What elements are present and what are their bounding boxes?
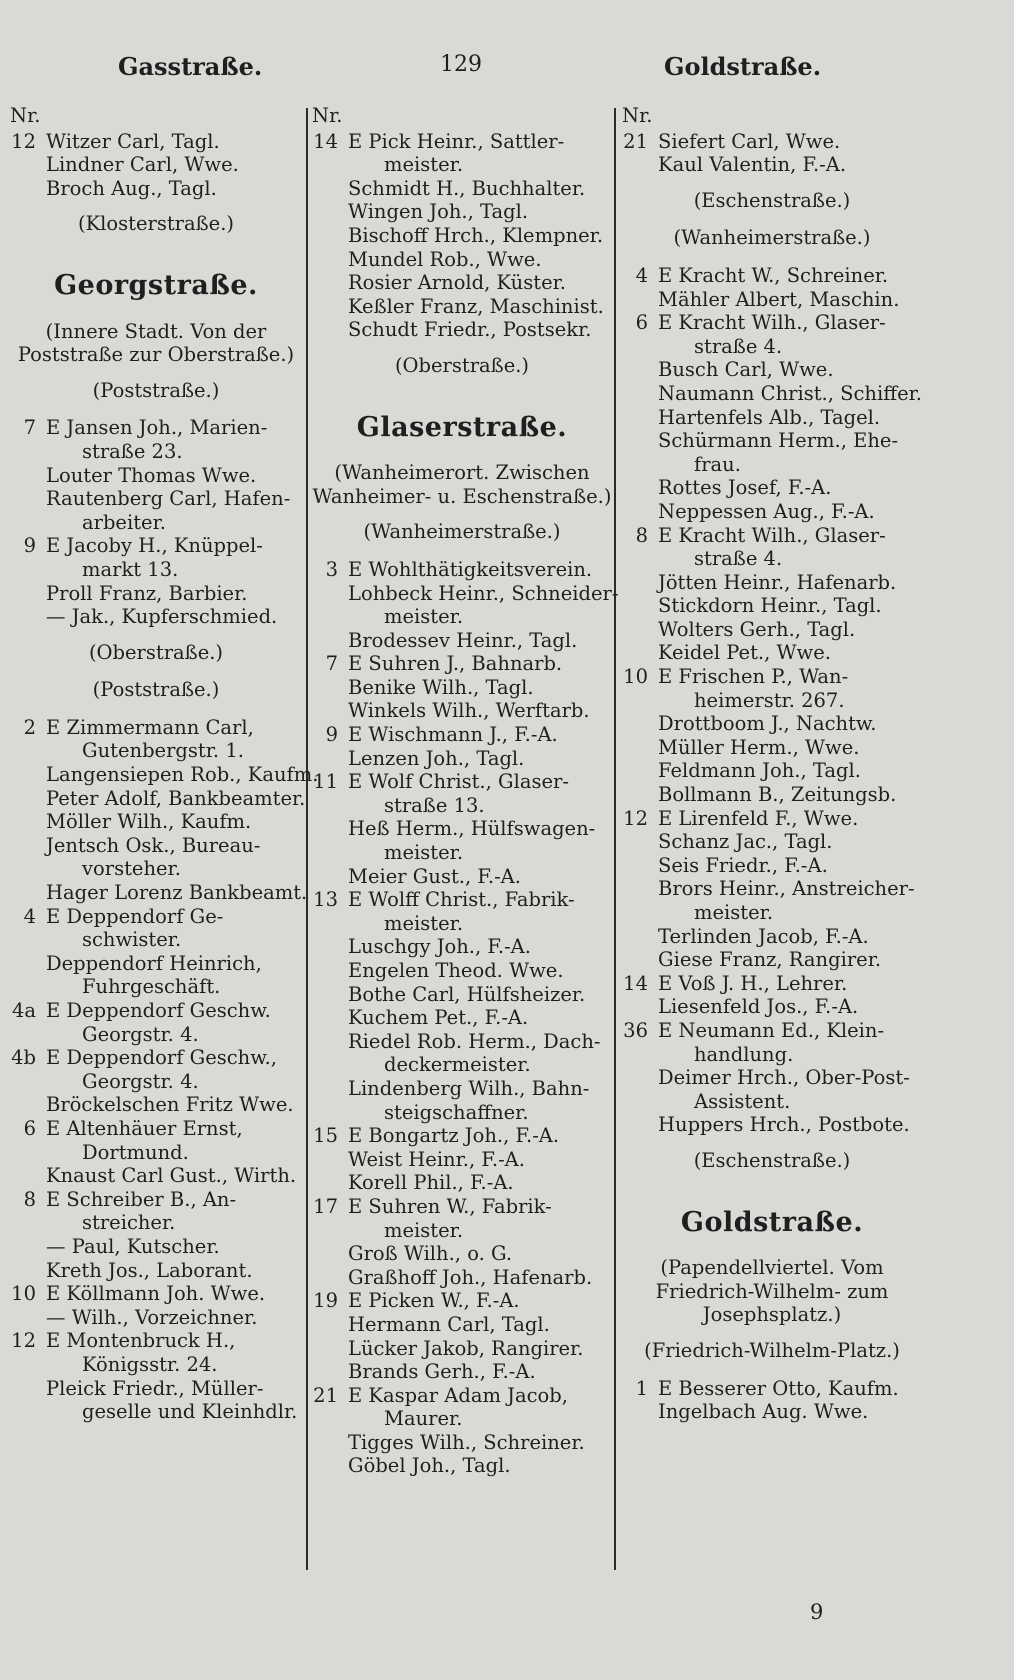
entry-text: Korell Phil., F.-A.: [348, 1171, 514, 1195]
directory-entry: [622, 382, 922, 406]
entry-text: Engelen Theod. Wwe.: [348, 959, 564, 982]
entry-text: Schürmann Herm., Ehe-: [658, 429, 899, 453]
directory-entry: [622, 783, 922, 807]
directory-entry: [622, 1019, 922, 1043]
house-number: 10: [11, 1282, 36, 1306]
entry-text: Riedel Rob. Herm., Dach-: [348, 1029, 601, 1053]
entry-text: E Wohlthätigkeitsverein.: [348, 557, 593, 581]
directory-entry: [622, 641, 922, 665]
entry-continuation: Assistent.: [694, 1089, 791, 1113]
entry-continuation: meister.: [384, 153, 464, 177]
directory-entry: [312, 1313, 612, 1337]
directory-entry: [622, 665, 922, 689]
entry-continuation: meister.: [384, 1218, 464, 1242]
description-line: Josephsplatz.): [702, 1303, 842, 1327]
directory-entry: [622, 1400, 922, 1424]
entry-text: Tigges Wilh., Schreiner.: [348, 1430, 585, 1454]
entry-text: E Frischen P., Wan-: [658, 665, 849, 689]
directory-entry: [622, 807, 922, 831]
directory-entry: [622, 972, 922, 996]
entry-text: Rautenberg Carl, Hafen-: [46, 487, 291, 511]
directory-entry: [312, 1431, 612, 1455]
entry-continuation: Fuhrgeschäft.: [82, 975, 221, 999]
entry-text: Bröckelschen Fritz Wwe.: [46, 1093, 294, 1117]
house-number: 8: [23, 1187, 36, 1211]
entry-text: E Zimmermann Carl,: [46, 715, 254, 739]
entry-text: E Jansen Joh., Marien-: [46, 416, 268, 440]
directory-entry: [312, 1124, 612, 1148]
directory-entry: [10, 1259, 302, 1283]
directory-entry: [312, 817, 612, 841]
directory-entry: [10, 810, 302, 834]
directory-entry: [312, 699, 612, 723]
directory-entry: [622, 406, 922, 430]
entry-text: Brands Gerh., F.-A.: [348, 1360, 536, 1384]
house-number: 4b: [11, 1046, 36, 1070]
house-number: 12: [11, 1329, 36, 1353]
entry-text: Langensiepen Rob., Kaufm.: [46, 763, 319, 787]
entry-text: E Schreiber B., An-: [46, 1187, 237, 1211]
directory-entry: [622, 524, 922, 548]
directory-entry: [10, 605, 302, 629]
entry-text: E Jacoby H., Knüppel-: [46, 534, 263, 558]
entry-continuation: straße 23.: [82, 439, 183, 463]
directory-entry: [10, 763, 319, 787]
entry-text: Knaust Carl Gust., Wirth.: [46, 1164, 297, 1188]
cross-street: (Klosterstraße.): [77, 212, 235, 236]
directory-entry: [10, 177, 302, 201]
directory-entry: [10, 905, 302, 929]
column-1: [10, 104, 319, 1574]
directory-entry: [10, 834, 302, 858]
entry-text: Jötten Heinr., Hafenarb.: [658, 570, 897, 594]
entry-text: Louter Thomas Wwe.: [46, 463, 257, 487]
entry-text: Feldmann Joh., Tagl.: [658, 759, 861, 783]
house-number: 4a: [11, 999, 36, 1022]
directory-entry: [622, 712, 922, 736]
entry-text: Kreth Jos., Laborant.: [46, 1258, 253, 1282]
directory-entry: [312, 1289, 612, 1313]
house-number: 14: [623, 971, 648, 995]
directory-entry: [10, 487, 302, 511]
directory-entry: [10, 464, 302, 488]
directory-entry: [622, 1113, 922, 1137]
directory-entry: [312, 1030, 612, 1054]
entry-text: — Wilh., Vorzeichner.: [46, 1305, 258, 1329]
street-description: [312, 461, 612, 508]
house-number: 6: [23, 1116, 36, 1140]
house-number: 6: [635, 311, 648, 335]
entry-text: Naumann Christ., Schiffer.: [658, 381, 923, 405]
directory-entry: [312, 271, 612, 295]
entry-text: Jentsch Osk., Bureau-: [46, 833, 261, 857]
entry-text: E Kracht Wilh., Glaser-: [658, 311, 886, 335]
entry-text: Rosier Arnold, Küster.: [348, 271, 567, 295]
directory-entry: [312, 177, 612, 201]
house-number: 7: [325, 652, 338, 676]
directory-entry: [10, 716, 302, 740]
entry-text: — Paul, Kutscher.: [46, 1234, 220, 1258]
entry-continuation: schwister.: [82, 928, 182, 952]
directory-entry: [10, 534, 302, 558]
entry-text: — Jak., Kupferschmied.: [46, 605, 278, 629]
entry-continuation: vorsteher.: [82, 857, 181, 881]
entry-text: Lindner Carl, Wwe.: [46, 153, 239, 177]
column-3: [622, 104, 922, 1574]
entry-text: E Montenbruck H.,: [46, 1329, 236, 1353]
street-heading: Goldstraße.: [680, 1206, 864, 1238]
entry-text: E Kracht Wilh., Glaser-: [658, 523, 886, 547]
running-head-left: Gasstraße.: [118, 52, 263, 81]
description-line: Wanheimer- u. Eschenstraße.): [312, 484, 612, 508]
entry-text: E Deppendorf Ge-: [46, 904, 224, 928]
entry-text: E Deppendorf Geschw.: [46, 999, 271, 1022]
house-number: 7: [23, 416, 36, 440]
entry-text: Lücker Jakob, Rangirer.: [348, 1336, 584, 1360]
directory-entry: [622, 925, 922, 949]
directory-entry: [622, 736, 922, 760]
entry-continuation: Maurer.: [384, 1407, 463, 1431]
directory-entry: [622, 264, 922, 288]
entry-text: Bollmann B., Zeitungsb.: [658, 783, 897, 807]
directory-entry: [10, 1306, 302, 1330]
entry-text: Liesenfeld Jos., F.-A.: [658, 995, 859, 1019]
entry-continuation: Gutenbergstr. 1.: [82, 739, 244, 763]
directory-entry: [312, 1337, 612, 1361]
directory-entry: [10, 1117, 302, 1141]
entry-text: Brodessev Heinr., Tagl.: [348, 628, 578, 652]
entry-text: Kaul Valentin, F.-A.: [658, 153, 847, 177]
directory-entry: [312, 1266, 612, 1290]
directory-entry: [10, 130, 302, 154]
directory-entry: [312, 1077, 612, 1101]
entry-text: Brors Heinr., Anstreicher-: [658, 877, 915, 901]
entry-text: Weist Heinr., F.-A.: [348, 1147, 525, 1171]
directory-entry: [10, 786, 306, 811]
directory-entry: [622, 1377, 922, 1401]
entry-continuation: meister.: [384, 841, 464, 865]
cross-street: (Poststraße.): [92, 678, 220, 702]
entry-text: Schanz Jac., Tagl.: [658, 830, 833, 854]
entry-text: Ingelbach Aug. Wwe.: [658, 1400, 869, 1424]
entry-text: Siefert Carl, Wwe.: [658, 129, 841, 153]
entry-text: Göbel Joh., Tagl.: [348, 1454, 511, 1478]
entry-text: E Bongartz Joh., F.-A.: [348, 1124, 560, 1148]
entry-text: E Wischmann J., F.-A.: [348, 723, 558, 747]
entry-text: Deppendorf Heinrich,: [46, 951, 262, 975]
directory-entry: [312, 1195, 612, 1219]
entry-text: Huppers Hrch., Postbote.: [658, 1113, 910, 1137]
entry-text: E Suhren W., Fabrik-: [348, 1194, 552, 1218]
entry-text: E Wolff Christ., Fabrik-: [348, 888, 575, 912]
entry-continuation: geselle und Kleinhdlr.: [82, 1400, 298, 1424]
entry-text: Bothe Carl, Hülfsheizer.: [348, 982, 586, 1006]
directory-entry: [312, 747, 612, 771]
directory-entry: [312, 959, 612, 983]
cross-street: (Oberstraße.): [394, 353, 530, 377]
entry-text: E Suhren J., Bahnarb.: [348, 652, 563, 676]
cross-street: (Eschenstraße.): [693, 188, 851, 212]
entry-text: E Wolf Christ., Glaser-: [348, 770, 569, 794]
directory-entry: [312, 200, 612, 224]
directory-entry: [10, 1188, 302, 1212]
entry-text: Witzer Carl, Tagl.: [46, 129, 220, 153]
house-number: 21: [623, 129, 648, 153]
entry-text: E Altenhäuer Ernst,: [46, 1116, 243, 1140]
entry-continuation: meister.: [384, 605, 464, 629]
entry-continuation: meister.: [384, 911, 464, 935]
cross-street: (Wanheimerstraße.): [673, 226, 871, 250]
directory-entry: [312, 1360, 612, 1384]
directory-entry: [312, 1148, 612, 1172]
cross-street: (Eschenstraße.): [693, 1148, 851, 1172]
entry-text: Müller Herm., Wwe.: [658, 735, 860, 759]
entry-text: Lenzen Joh., Tagl.: [348, 746, 525, 770]
entry-text: Groß Wilh., o. G.: [348, 1242, 513, 1266]
entry-text: Deimer Hrch., Ober-Post-: [658, 1066, 910, 1090]
directory-entry: [312, 888, 612, 912]
entry-text: Benike Wilh., Tagl.: [348, 675, 534, 699]
entry-text: Kuchem Pet., F.-A.: [348, 1006, 529, 1030]
entry-text: Wingen Joh., Tagl.: [348, 200, 529, 224]
directory-entry: [312, 558, 612, 582]
entry-text: Drottboom J., Nachtw.: [658, 712, 877, 736]
entry-continuation: streicher.: [82, 1211, 176, 1235]
directory-entry: [312, 935, 612, 959]
entry-text: Schmidt H., Buchhalter.: [348, 176, 586, 200]
description-line: (Innere Stadt. Von der: [45, 319, 267, 343]
entry-text: Lindenberg Wilh., Bahn-: [348, 1076, 590, 1100]
directory-entry: [10, 1164, 302, 1188]
entry-text: Peter Adolf, Bankbeamter.: [46, 786, 306, 810]
directory-entry: [622, 877, 922, 901]
entry-text: E Pick Heinr., Sattler-: [348, 129, 565, 153]
directory-entry: [10, 1046, 302, 1070]
house-number: 21: [313, 1383, 338, 1407]
entry-text: Schudt Friedr., Postsekr.: [348, 318, 592, 342]
house-number: 9: [23, 534, 36, 558]
directory-entry: [10, 1329, 302, 1353]
directory-entry: [312, 318, 612, 342]
house-number: 36: [623, 1018, 648, 1042]
entry-text: Winkels Wilh., Werftarb.: [348, 699, 590, 723]
directory-entry: [312, 224, 612, 248]
directory-entry: [312, 652, 612, 676]
signature-mark: 9: [810, 1600, 824, 1624]
directory-entry: [312, 581, 619, 606]
entry-text: Hartenfels Alb., Tagel.: [658, 405, 881, 429]
house-number: 3: [325, 557, 338, 581]
house-number: 13: [313, 888, 338, 912]
description-line: Poststraße zur Oberstraße.): [17, 343, 295, 367]
entry-continuation: deckermeister.: [384, 1053, 531, 1077]
directory-entry: [10, 582, 302, 606]
directory-entry: [312, 1384, 612, 1408]
directory-entry: [10, 881, 308, 905]
entry-text: Möller Wilh., Kaufm.: [46, 810, 252, 834]
column-divider: [306, 108, 308, 1570]
directory-entry: [10, 416, 302, 440]
entry-text: E Kracht W., Schreiner.: [658, 263, 889, 287]
directory-entry: [10, 1093, 302, 1117]
directory-entry: [622, 153, 922, 177]
entry-text: E Lirenfeld F., Wwe.: [658, 806, 859, 830]
entry-continuation: straße 13.: [384, 793, 485, 817]
directory-entry: [10, 999, 302, 1023]
directory-entry: [622, 571, 922, 595]
cross-street: (Poststraße.): [92, 378, 220, 402]
entry-continuation: steigschaffner.: [384, 1100, 529, 1124]
directory-entry: [622, 948, 922, 972]
house-number: 12: [11, 129, 36, 153]
entry-text: Keßler Franz, Maschinist.: [348, 294, 604, 318]
column-2: [312, 104, 619, 1574]
directory-entry: [312, 1242, 612, 1266]
directory-entry: [10, 1377, 302, 1401]
house-number: 8: [635, 523, 648, 547]
entry-continuation: Dortmund.: [82, 1140, 189, 1164]
street-description: [10, 320, 302, 367]
directory-entry: [312, 676, 612, 700]
entry-continuation: meister.: [694, 901, 774, 924]
house-number: 11: [313, 770, 338, 794]
directory-entry: [312, 983, 612, 1007]
entry-continuation: markt 13.: [82, 557, 179, 581]
entry-text: E Picken W., F.-A.: [348, 1289, 520, 1313]
street-heading: Glaserstraße.: [356, 411, 568, 443]
directory-entry: [312, 770, 612, 794]
entry-text: E Köllmann Joh. Wwe.: [46, 1282, 266, 1306]
entry-text: E Besserer Otto, Kaufm.: [658, 1376, 899, 1400]
directory-entry: [622, 130, 922, 154]
entry-text: Proll Franz, Barbier.: [46, 581, 248, 605]
entry-text: Rottes Josef, F.-A.: [658, 476, 832, 500]
description-line: (Wanheimerort. Zwischen: [334, 461, 590, 485]
entry-text: Lohbeck Heinr., Schneider-: [348, 581, 619, 605]
directory-entry: [622, 618, 922, 642]
entry-text: Mähler Albert, Maschin.: [658, 287, 900, 311]
directory-entry: [312, 248, 612, 272]
street-description: [622, 1256, 922, 1327]
entry-text: Hager Lorenz Bankbeamt.: [46, 881, 308, 905]
directory-entry: [312, 1006, 612, 1030]
directory-entry: [622, 995, 922, 1019]
description-line: (Papendellviertel. Vom: [660, 1256, 884, 1280]
entry-continuation: Georgstr. 4.: [82, 1069, 199, 1093]
house-number: 4: [635, 263, 648, 287]
page-number: 129: [440, 52, 482, 77]
entry-continuation: Georgstr. 4.: [82, 1022, 199, 1046]
entry-text: Keidel Pet., Wwe.: [658, 641, 831, 665]
running-head-right: Goldstraße.: [664, 52, 822, 81]
entry-continuation: frau.: [694, 452, 741, 476]
entry-text: Seis Friedr., F.-A.: [658, 853, 828, 877]
house-number: 19: [313, 1289, 338, 1313]
entry-text: Graßhoff Joh., Hafenarb.: [348, 1265, 593, 1289]
directory-entry: [622, 476, 922, 500]
street-heading: Georgstraße.: [54, 269, 258, 301]
cross-street: (Wanheimerstraße.): [363, 520, 561, 544]
entry-continuation: straße 4.: [694, 547, 783, 571]
directory-entry: [622, 358, 922, 382]
directory-entry: [622, 288, 922, 312]
entry-text: Neppessen Aug., F.-A.: [658, 499, 875, 523]
entry-continuation: handlung.: [694, 1042, 794, 1066]
directory-entry: [622, 500, 922, 524]
house-number: 2: [23, 715, 36, 739]
directory-entry: [622, 429, 922, 453]
entry-continuation: straße 4.: [694, 334, 783, 358]
entry-text: E Voß J. H., Lehrer.: [658, 971, 848, 995]
house-number: 17: [313, 1194, 338, 1218]
directory-entry: [10, 1235, 302, 1259]
house-number: 12: [623, 806, 648, 830]
house-number: 14: [313, 129, 338, 153]
entry-continuation: Königsstr. 24.: [82, 1352, 218, 1376]
directory-entry: [622, 1066, 922, 1090]
nr-label: Nr.: [10, 104, 41, 127]
entry-continuation: heimerstr. 267.: [694, 688, 845, 712]
directory-entry: [312, 295, 612, 319]
entry-text: E Deppendorf Geschw.,: [46, 1046, 278, 1070]
nr-label: Nr.: [622, 104, 653, 127]
directory-entry: [312, 1171, 612, 1195]
entry-text: E Kaspar Adam Jacob,: [348, 1383, 568, 1407]
directory-entry: [10, 153, 302, 177]
house-number: 1: [635, 1376, 648, 1400]
directory-entry: [622, 830, 922, 854]
directory-entry: [312, 865, 612, 889]
directory-entry: [622, 311, 922, 335]
entry-text: Heß Herm., Hülfswagen-: [348, 817, 596, 841]
entry-text: Busch Carl, Wwe.: [658, 358, 834, 382]
directory-entry: [312, 723, 612, 747]
directory-entry: [10, 952, 302, 976]
entry-continuation: arbeiter.: [82, 510, 166, 534]
description-line: Friedrich-Wilhelm- zum: [655, 1279, 889, 1303]
house-number: 9: [325, 723, 338, 747]
house-number: 4: [23, 904, 36, 928]
house-number: 10: [623, 665, 648, 689]
entry-text: Terlinden Jacob, F.-A.: [658, 924, 869, 948]
nr-label: Nr.: [312, 104, 343, 127]
entry-text: E Neumann Ed., Klein-: [658, 1018, 885, 1042]
directory-entry: [622, 759, 922, 783]
entry-text: Meier Gust., F.-A.: [348, 864, 521, 888]
entry-text: Wolters Gerh., Tagl.: [658, 617, 856, 641]
directory-entry: [312, 1454, 612, 1478]
directory-entry: [10, 1282, 302, 1306]
directory-entry: [622, 594, 922, 618]
entry-text: Giese Franz, Rangirer.: [658, 948, 882, 972]
entry-text: Bischoff Hrch., Klempner.: [348, 223, 604, 247]
column-divider: [614, 108, 616, 1570]
entry-text: Hermann Carl, Tagl.: [348, 1312, 550, 1336]
entry-text: Broch Aug., Tagl.: [46, 176, 217, 200]
entry-text: Luschgy Joh., F.-A.: [348, 935, 531, 959]
entry-text: Pleick Friedr., Müller-: [46, 1376, 264, 1400]
running-head: [0, 52, 1014, 92]
entry-text: Mundel Rob., Wwe.: [348, 247, 542, 271]
directory-entry: [312, 629, 612, 653]
house-number: 15: [313, 1124, 338, 1148]
directory-entry: [622, 854, 922, 878]
directory-entry: [312, 130, 612, 154]
cross-street: (Friedrich-Wilhelm-Platz.): [644, 1338, 900, 1362]
entry-text: Stickdorn Heinr., Tagl.: [658, 594, 882, 618]
cross-street: (Oberstraße.): [88, 640, 224, 664]
